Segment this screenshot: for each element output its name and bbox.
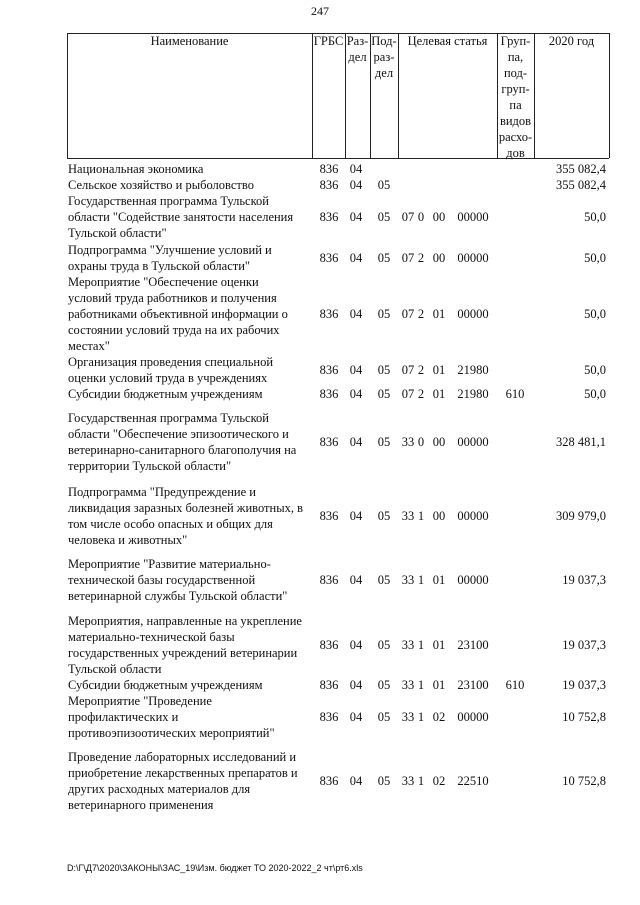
cell-target-direction: 00000 <box>457 251 489 265</box>
cell-sum: 309 979,0 <box>556 509 606 523</box>
page-number: 247 <box>311 4 329 18</box>
cell-sum: 50,0 <box>584 251 606 265</box>
row-name: Государственная программа Тульской области "Обеспечение эпизоотического и ветеринарно-санитарного благополучия на территории Тульской области" <box>68 411 297 473</box>
cell-target-subprogram: 2 <box>417 251 425 265</box>
header-year: 2020 год <box>548 34 595 48</box>
cell-target-direction: 00000 <box>457 435 489 449</box>
cell-target-program: 33 <box>401 573 415 587</box>
cell-target-program: 33 <box>401 435 415 449</box>
header-grbs: ГРБС <box>313 34 344 48</box>
cell-target-event: 00 <box>432 509 446 523</box>
cell-razdel: 04 <box>349 573 363 587</box>
cell-grbs: 836 <box>319 573 339 587</box>
cell-sum: 355 082,4 <box>556 162 606 176</box>
cell-target-event: 01 <box>432 678 446 692</box>
cell-target-event: 01 <box>432 573 446 587</box>
row-name: Мероприятие "Обеспечение оценки условий труда работников и получения работниками объективной информации о состоянии условий труда на их рабочих местах" <box>68 275 288 353</box>
cell-target-program: 33 <box>401 710 415 724</box>
row-name: Государственная программа Тульской области "Содействие занятости населения Тульской области" <box>68 194 294 240</box>
row-name: Субсидии бюджетным учреждениям <box>68 387 263 401</box>
cell-target-program: 33 <box>401 638 415 652</box>
cell-target-subprogram: 2 <box>417 363 425 377</box>
cell-sum: 10 752,8 <box>562 774 606 788</box>
row-name: Организация проведения специальной оценки условий труда в учреждениях <box>68 355 274 385</box>
cell-target-program: 33 <box>401 509 415 523</box>
cell-sum: 10 752,8 <box>562 710 606 724</box>
cell-razdel: 04 <box>349 638 363 652</box>
header-target: Целевая статья <box>407 34 488 48</box>
cell-podrazdel: 05 <box>377 573 391 587</box>
cell-razdel: 04 <box>349 678 363 692</box>
row-name: Мероприятие "Развитие материально- технической базы государственной ветеринарной службы Тульской области" <box>68 557 288 603</box>
cell-grbs: 836 <box>319 307 339 321</box>
cell-podrazdel: 05 <box>377 509 391 523</box>
cell-target-event: 00 <box>432 251 446 265</box>
cell-grbs: 836 <box>319 509 339 523</box>
header-name: Наименование <box>150 34 229 48</box>
cell-razdel: 04 <box>349 774 363 788</box>
cell-razdel: 04 <box>349 251 363 265</box>
cell-target-event: 00 <box>432 210 446 224</box>
cell-target-subprogram: 2 <box>417 387 425 401</box>
cell-razdel: 04 <box>349 387 363 401</box>
cell-podrazdel: 05 <box>377 774 391 788</box>
cell-sum: 50,0 <box>584 387 606 401</box>
cell-podrazdel: 05 <box>377 178 391 192</box>
cell-razdel: 04 <box>349 178 363 192</box>
cell-razdel: 04 <box>349 710 363 724</box>
cell-grbs: 836 <box>319 210 339 224</box>
cell-sum: 19 037,3 <box>562 678 606 692</box>
cell-target-direction: 22510 <box>457 774 489 788</box>
file-path-footer: D:\Г\Д7\2020\ЗАКОНЫ\ЗАС_19\Изм. бюджет ТО 2020-2022_2 чт\рт6.xls <box>67 863 363 873</box>
cell-grbs: 836 <box>319 387 339 401</box>
cell-sum: 19 037,3 <box>562 638 606 652</box>
row-name: Подпрограмма "Улучшение условий и охраны труда в Тульской области" <box>68 243 272 273</box>
cell-target-event: 02 <box>432 710 446 724</box>
cell-target-direction: 23100 <box>457 638 489 652</box>
cell-target-direction: 21980 <box>457 387 489 401</box>
row-name: Национальная экономика <box>68 162 204 176</box>
cell-grbs: 836 <box>319 363 339 377</box>
cell-target-direction: 23100 <box>457 678 489 692</box>
cell-target-subprogram: 1 <box>417 774 425 788</box>
cell-target-subprogram: 1 <box>417 678 425 692</box>
row-name: Проведение лабораторных исследований и приобретение лекарственных препаратов и других расходных материалов для ветеринарного применения <box>68 750 298 812</box>
cell-target-direction: 00000 <box>457 573 489 587</box>
row-name: Подпрограмма "Предупреждение и ликвидация заразных болезней животных, в том числе особо опасных и общих для человека и животных" <box>68 485 303 547</box>
cell-sum: 50,0 <box>584 363 606 377</box>
cell-grbs: 836 <box>319 678 339 692</box>
cell-podrazdel: 05 <box>377 435 391 449</box>
cell-grbs: 836 <box>319 710 339 724</box>
cell-target-subprogram: 1 <box>417 638 425 652</box>
cell-target-program: 33 <box>401 774 415 788</box>
cell-grbs: 836 <box>319 251 339 265</box>
cell-grbs: 836 <box>319 638 339 652</box>
cell-group: 610 <box>505 387 525 401</box>
cell-razdel: 04 <box>349 435 363 449</box>
cell-target-direction: 00000 <box>457 210 489 224</box>
cell-grbs: 836 <box>319 774 339 788</box>
cell-target-event: 01 <box>432 638 446 652</box>
cell-razdel: 04 <box>349 307 363 321</box>
cell-sum: 19 037,3 <box>562 573 606 587</box>
row-name: Субсидии бюджетным учреждениям <box>68 678 263 692</box>
cell-podrazdel: 05 <box>377 251 391 265</box>
cell-target-subprogram: 1 <box>417 573 425 587</box>
row-name: Сельское хозяйство и рыболовство <box>68 178 254 192</box>
cell-target-subprogram: 1 <box>417 710 425 724</box>
cell-target-program: 33 <box>401 678 415 692</box>
cell-podrazdel: 05 <box>377 363 391 377</box>
cell-target-direction: 21980 <box>457 363 489 377</box>
cell-target-subprogram: 0 <box>417 210 425 224</box>
cell-target-program: 07 <box>401 387 415 401</box>
cell-target-program: 07 <box>401 251 415 265</box>
cell-target-event: 00 <box>432 435 446 449</box>
cell-target-program: 07 <box>401 210 415 224</box>
cell-group: 610 <box>505 678 525 692</box>
cell-podrazdel: 05 <box>377 638 391 652</box>
header-podrazdel: Под- раз- дел <box>371 34 397 80</box>
cell-target-event: 01 <box>432 387 446 401</box>
cell-podrazdel: 05 <box>377 210 391 224</box>
cell-target-event: 01 <box>432 307 446 321</box>
header-group: Груп- па, под- груп- па видов расхо- дов <box>498 34 533 160</box>
cell-razdel: 04 <box>349 210 363 224</box>
cell-razdel: 04 <box>349 162 363 176</box>
cell-razdel: 04 <box>349 509 363 523</box>
cell-target-event: 02 <box>432 774 446 788</box>
cell-target-subprogram: 1 <box>417 509 425 523</box>
cell-podrazdel: 05 <box>377 387 391 401</box>
header-razdel: Раз- дел <box>346 34 369 64</box>
cell-podrazdel: 05 <box>377 678 391 692</box>
cell-target-program: 07 <box>401 363 415 377</box>
cell-podrazdel: 05 <box>377 710 391 724</box>
cell-sum: 50,0 <box>584 307 606 321</box>
cell-target-subprogram: 2 <box>417 307 425 321</box>
cell-razdel: 04 <box>349 363 363 377</box>
cell-target-event: 01 <box>432 363 446 377</box>
cell-target-direction: 00000 <box>457 710 489 724</box>
cell-grbs: 836 <box>319 435 339 449</box>
cell-sum: 328 481,1 <box>556 435 606 449</box>
cell-target-direction: 00000 <box>457 509 489 523</box>
cell-podrazdel: 05 <box>377 307 391 321</box>
cell-target-subprogram: 0 <box>417 435 425 449</box>
cell-grbs: 836 <box>319 178 339 192</box>
cell-grbs: 836 <box>319 162 339 176</box>
cell-target-program: 07 <box>401 307 415 321</box>
row-name: Мероприятие "Проведение профилактических и противоэпизоотических мероприятий" <box>68 694 275 740</box>
cell-sum: 50,0 <box>584 210 606 224</box>
cell-target-direction: 00000 <box>457 307 489 321</box>
row-name: Мероприятия, направленные на укрепление материально-технической базы государственных учреждений ветеринарии Тульской области <box>68 614 302 676</box>
cell-sum: 355 082,4 <box>556 178 606 192</box>
